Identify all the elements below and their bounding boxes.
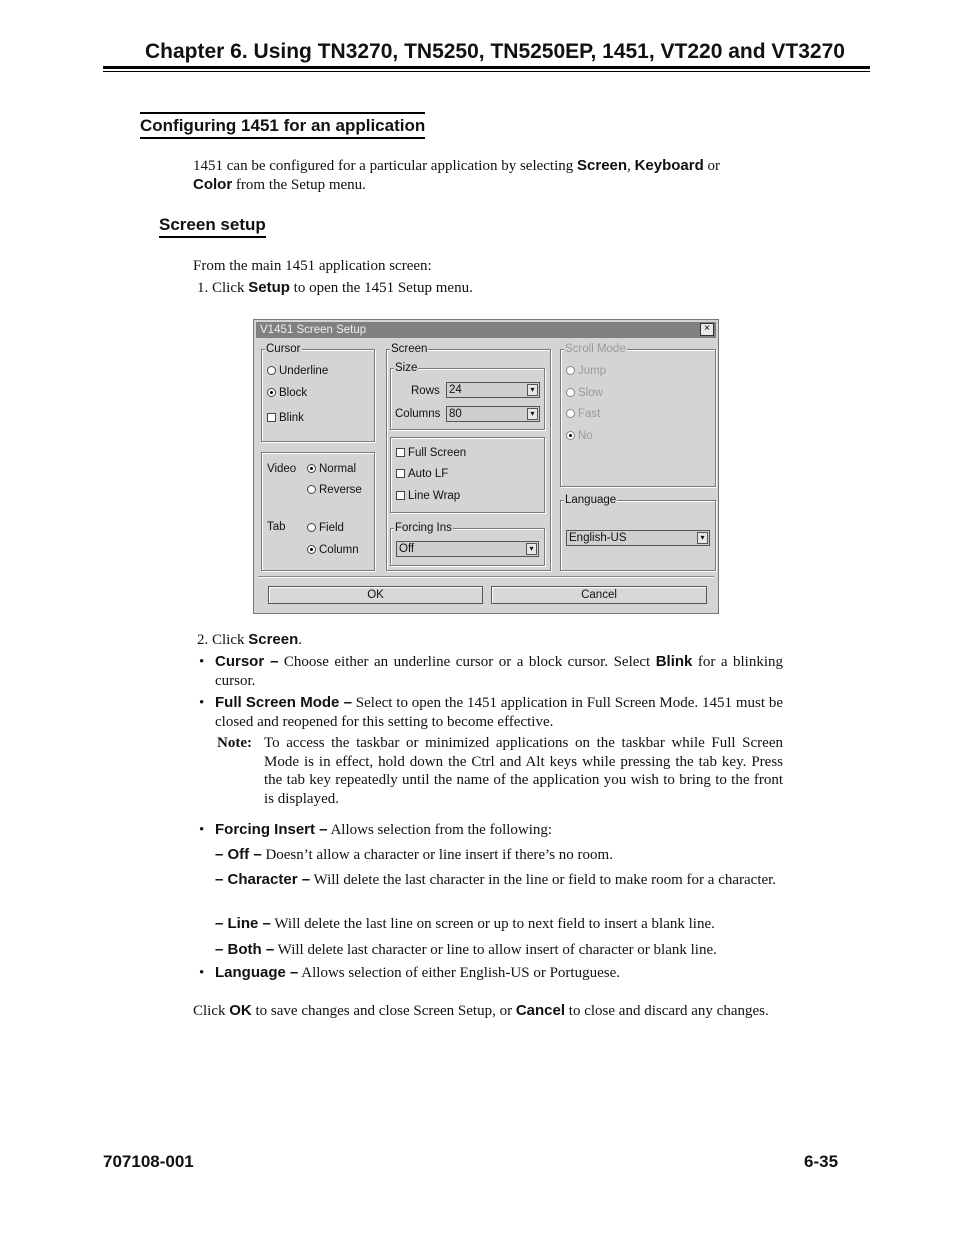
video-reverse-radio[interactable] xyxy=(307,483,362,497)
checkbox-icon xyxy=(396,491,405,500)
cancel-button[interactable]: Cancel xyxy=(491,586,707,604)
radio-icon xyxy=(307,523,316,532)
auto-lf-checkbox[interactable] xyxy=(396,467,448,481)
cursor-bullet xyxy=(215,653,783,690)
radio-selected-icon xyxy=(566,431,575,440)
radio-icon xyxy=(566,409,575,418)
both-item xyxy=(215,941,717,960)
cursor-blink-label: Blink xyxy=(279,412,304,424)
radio-icon xyxy=(566,366,575,375)
scroll-slow-label: Slow xyxy=(578,387,603,399)
cursor-block-radio[interactable] xyxy=(267,386,307,400)
radio-selected-icon xyxy=(307,545,316,554)
columns-value: 80 xyxy=(449,408,462,420)
cursor-blink-checkbox[interactable] xyxy=(267,411,304,425)
video-normal-label: Normal xyxy=(319,463,357,475)
closing-paragraph xyxy=(193,1002,783,1021)
step-2 xyxy=(197,631,302,650)
section-heading: Configuring 1451 for an application xyxy=(140,112,425,139)
off-text: Doesn’t allow a character or line insert if there’s no room. xyxy=(261,847,613,863)
kw-character: – Character – xyxy=(215,871,311,888)
video-tab-group xyxy=(261,452,375,571)
header-rule-thin xyxy=(103,71,870,72)
line-wrap-checkbox[interactable] xyxy=(396,489,460,503)
forcing-insert-label: Forcing Ins xyxy=(395,522,452,534)
scroll-mode-group xyxy=(560,343,716,487)
checkbox-icon xyxy=(396,469,405,478)
kw-line: – Line – xyxy=(215,915,271,932)
bullet-glyph: • xyxy=(199,654,205,670)
step-1-post: to open the 1451 Setup menu. xyxy=(289,280,473,296)
tab-label: Tab xyxy=(267,521,286,533)
tab-field-radio[interactable] xyxy=(307,521,344,535)
forcing-insert-select[interactable] xyxy=(396,541,539,557)
chevron-down-icon[interactable]: ▾ xyxy=(697,532,708,544)
rows-select[interactable] xyxy=(446,382,540,398)
language-text: Allows selection of either English-US or Portuguese. xyxy=(298,965,620,981)
scroll-fast-radio[interactable] xyxy=(566,407,600,421)
scroll-slow-radio[interactable] xyxy=(566,386,603,400)
size-group xyxy=(390,362,545,430)
radio-selected-icon xyxy=(307,464,316,473)
character-item xyxy=(215,871,783,890)
forcing-insert-value: Off xyxy=(399,543,415,555)
kw-setup: Setup xyxy=(248,279,290,296)
checkbox-icon xyxy=(267,413,276,422)
scroll-mode-label: Scroll Mode xyxy=(565,343,626,355)
cursor-text-pre: Choose either an underline cursor or a block cursor. Select xyxy=(278,654,656,670)
scroll-jump-label: Jump xyxy=(578,365,607,377)
bullet-glyph: • xyxy=(199,822,205,838)
line-text: Will delete the last line on screen or up to next field to insert a blank line. xyxy=(270,916,715,932)
page-number: 6-35 xyxy=(804,1152,839,1171)
kw-color: Color xyxy=(193,175,233,193)
radio-icon xyxy=(566,388,575,397)
step-2-post: . xyxy=(298,632,303,648)
kw-screen-step: Screen xyxy=(248,631,299,648)
chevron-down-icon[interactable]: ▾ xyxy=(527,384,538,396)
language-bullet xyxy=(215,964,620,983)
kw-forcing-insert: Forcing Insert – xyxy=(215,821,328,838)
close-icon[interactable]: × xyxy=(700,323,714,336)
full-screen-bullet xyxy=(215,694,783,731)
chevron-down-icon[interactable]: ▾ xyxy=(526,543,537,555)
chevron-down-icon[interactable]: ▾ xyxy=(527,408,538,420)
size-group-label: Size xyxy=(395,362,418,374)
video-label: Video xyxy=(267,463,297,475)
step-2-number: 2. xyxy=(197,632,209,648)
full-screen-checkbox[interactable] xyxy=(396,446,466,460)
kw-screen: Screen xyxy=(577,157,628,174)
document-number: 707108-001 xyxy=(103,1152,194,1171)
dialog-title: V1451 Screen Setup xyxy=(256,322,716,338)
intro-or: or xyxy=(703,158,721,174)
kw-cancel: Cancel xyxy=(515,1002,566,1019)
bullet-glyph: • xyxy=(199,695,205,711)
chapter-title: Chapter 6. Using TN3270, TN5250, TN5250EP, 1451, VT220 and VT3270 xyxy=(145,40,845,63)
scroll-fast-label: Fast xyxy=(578,408,601,420)
language-group-label: Language xyxy=(565,494,617,506)
full-screen-text: Select to open the 1451 application in Full Screen Mode. 1451 must be closed and reopened for this setting to become effective. xyxy=(215,695,783,730)
intro-post: from the Setup menu. xyxy=(232,176,366,193)
cursor-group-label: Cursor xyxy=(266,343,301,355)
subsection-heading: Screen setup xyxy=(159,215,266,238)
cursor-underline-label: Underline xyxy=(279,365,329,377)
tab-column-radio[interactable] xyxy=(307,543,359,557)
language-select[interactable] xyxy=(566,530,710,546)
note-text: To access the taskbar or minimized applications on the taskbar while Full Screen Mode is in effect, hold down the Ctrl and Alt keys while pressing the tab key. Press the tab key repeatedly until the name of the application you wish to bring to the front is displayed. xyxy=(264,735,783,807)
from-main-text: From the main 1451 application screen: xyxy=(193,258,432,274)
kw-ok: OK xyxy=(229,1002,252,1019)
columns-label: Columns xyxy=(395,408,441,420)
rows-value: 24 xyxy=(449,384,462,396)
kw-both: – Both – xyxy=(215,941,275,958)
intro-text: 1451 can be configured for a particular application by selecting xyxy=(193,158,578,174)
full-screen-label: Full Screen xyxy=(408,447,467,459)
language-value: English-US xyxy=(569,532,627,544)
both-text: Will delete last character or line to allow insert of character or blank line. xyxy=(274,942,717,958)
scroll-no-label: No xyxy=(578,430,593,442)
screen-group-label: Screen xyxy=(391,343,428,355)
kw-full-screen-mode: Full Screen Mode – xyxy=(215,694,352,711)
off-item xyxy=(215,846,613,865)
radio-icon xyxy=(267,366,276,375)
tab-column-label: Column xyxy=(319,544,359,556)
line-wrap-label: Line Wrap xyxy=(408,490,461,502)
closing-post: to close and discard any changes. xyxy=(565,1003,769,1019)
kw-keyboard: Keyboard xyxy=(634,157,704,174)
step-1 xyxy=(197,279,473,298)
step-1-pre: Click xyxy=(212,280,249,296)
language-group xyxy=(560,494,716,571)
intro-paragraph xyxy=(193,157,783,194)
ok-button[interactable]: OK xyxy=(268,586,483,604)
forcing-insert-group xyxy=(390,522,545,566)
screen-setup-dialog xyxy=(253,319,719,614)
step-1-number: 1. xyxy=(197,280,209,296)
video-normal-radio[interactable] xyxy=(307,462,356,476)
step-2-pre: Click xyxy=(212,632,249,648)
bullet-glyph: • xyxy=(199,965,205,981)
dialog-divider xyxy=(258,576,714,578)
tab-field-label: Field xyxy=(319,522,344,534)
forcing-insert-bullet xyxy=(215,821,552,840)
radio-selected-icon xyxy=(267,388,276,397)
kw-off: – Off – xyxy=(215,846,262,863)
scroll-jump-radio[interactable] xyxy=(566,364,606,378)
video-reverse-label: Reverse xyxy=(319,484,362,496)
scroll-no-radio[interactable] xyxy=(566,429,593,443)
auto-lf-label: Auto LF xyxy=(408,468,449,480)
note-label: Note: xyxy=(217,735,252,751)
forcing-text: Allows selection from the following: xyxy=(327,822,553,838)
header-rule xyxy=(103,66,870,69)
columns-select[interactable] xyxy=(446,406,540,422)
intro-sep: , xyxy=(627,158,635,174)
cursor-block-label: Block xyxy=(279,387,308,399)
cursor-text-post: for a blinking cursor. xyxy=(215,654,783,689)
radio-icon xyxy=(307,485,316,494)
checkbox-icon xyxy=(396,448,405,457)
rows-label: Rows xyxy=(411,385,440,397)
cursor-group xyxy=(261,343,375,442)
kw-blink: Blink xyxy=(655,653,693,670)
closing-mid: to save changes and close Screen Setup, or xyxy=(251,1003,516,1019)
kw-cursor: Cursor – xyxy=(215,653,279,670)
screen-group xyxy=(386,343,551,571)
kw-language: Language – xyxy=(215,964,299,981)
line-item xyxy=(215,915,715,934)
screen-options-group xyxy=(390,437,545,513)
cursor-underline-radio[interactable] xyxy=(267,364,328,378)
character-text: Will delete the last character in the line or field to make room for a character. xyxy=(310,872,777,888)
closing-pre: Click xyxy=(193,1003,230,1019)
